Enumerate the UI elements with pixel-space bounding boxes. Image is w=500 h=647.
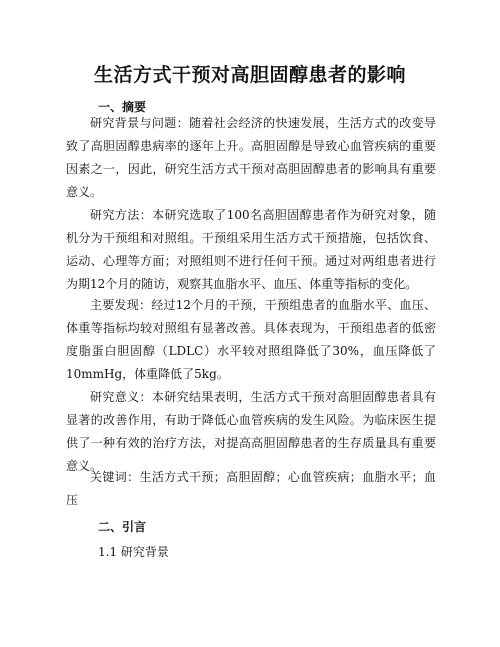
paragraph-background: 研究背景与问题：随着社会经济的快速发展，生活方式的改变导致了高胆固醇患病率的逐年上升。高胆固醇是导致心血管疾病的重要因素之一，因此，研究生活方式干预对高胆固醇患者的影响具有重要意义。 bbox=[66, 116, 436, 199]
subsection-heading-background: 1.1 研究背景 bbox=[98, 545, 169, 559]
paragraph-methods: 研究方法：本研究选取了100名高胆固醇患者作为研究对象，随机分为干预组和对照组。干预组采用生活方式干预措施，包括饮食、运动、心理等方面；对照组则不进行任何干预。通过对两组患者进行为期12个月的随访，观察其血脂水平、血压、体重等指标的变化。 bbox=[66, 208, 436, 291]
paragraph-findings: 主要发现：经过12个月的干预，干预组患者的血脂水平、血压、体重等指标均较对照组有显著改善。具体表现为，干预组患者的低密度脂蛋白胆固醇（LDLC）水平较对照组降低了30%，血压降低了10mmHg，体重降低了5kg。 bbox=[66, 298, 436, 381]
paragraph-keywords: 关键词：生活方式干预；高胆固醇；心血管疾病；血脂水平；血压 bbox=[66, 470, 436, 507]
section-heading-abstract: 一、摘要 bbox=[98, 100, 147, 114]
document-title: 生活方式干预对高胆固醇患者的影响 bbox=[93, 64, 406, 86]
section-heading-introduction: 二、引言 bbox=[98, 520, 147, 534]
paragraph-significance: 研究意义：本研究结果表明，生活方式干预对高胆固醇患者具有显著的改善作用，有助于降低心血管疾病的发生风险。为临床医生提供了一种有效的治疗方法，对提高高胆固醇患者的生存质量具有重要意义。 bbox=[66, 390, 436, 473]
